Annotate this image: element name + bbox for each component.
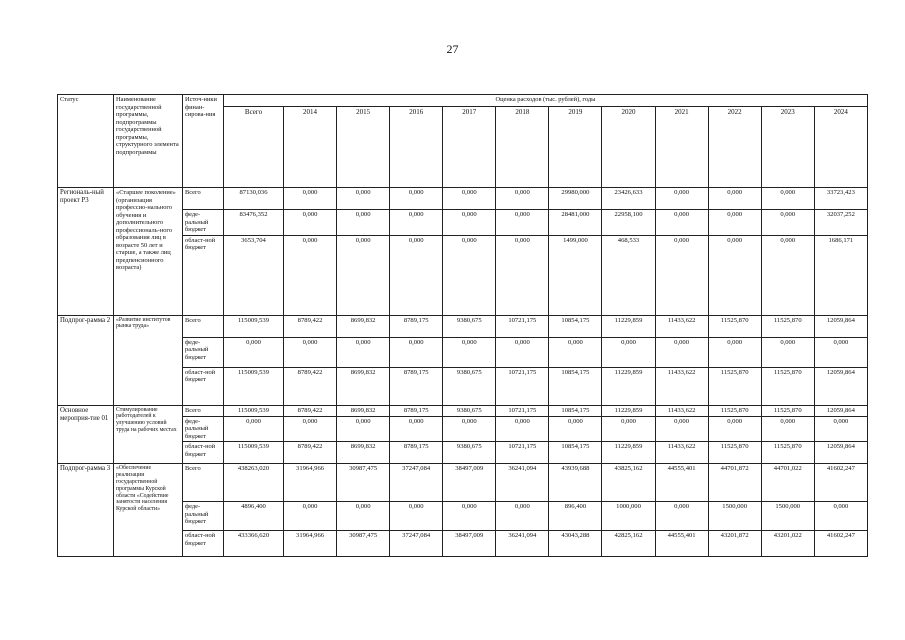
value-cell: 0,000 [549,416,602,442]
header-col-2019: 2019 [549,107,602,188]
value-cell: 44555,401 [655,531,708,557]
value-cell: 37247,084 [390,464,443,502]
value-cell: 0,000 [284,235,337,315]
value-cell: 87130,036 [224,188,284,210]
value-cell: 0,000 [337,235,390,315]
source-federal-label: феде-ральный бюджет [183,210,224,236]
value-cell: 41602,247 [814,464,867,502]
value-cell: 11229,859 [602,367,655,405]
value-cell: 10721,175 [496,405,549,416]
value-cell: 0,000 [761,235,814,315]
value-cell: 29980,000 [549,188,602,210]
header-col-2018: 2018 [496,107,549,188]
value-cell: 10721,175 [496,367,549,405]
value-cell: 0,000 [390,188,443,210]
table-row [58,405,868,416]
value-cell: 0,000 [284,337,337,367]
source-total-label: Всего [183,188,224,210]
value-cell: 0,000 [496,502,549,531]
value-cell: 38497,009 [443,531,496,557]
value-cell: 11525,870 [708,367,761,405]
value-cell: 0,000 [761,188,814,210]
value-cell: 0,000 [708,416,761,442]
value-cell: 30987,475 [337,464,390,502]
value-cell: 12059,864 [814,405,867,416]
main-activity-01-name: Стимулирование работодателей к улучшению условий труда на рабочих местах [114,405,183,464]
value-cell: 12059,864 [814,315,867,337]
value-cell: 0,000 [390,416,443,442]
source-regional-label: област-ной бюджет [183,531,224,557]
value-cell: 31964,966 [284,531,337,557]
value-cell: 11525,870 [761,442,814,464]
value-cell: 0,000 [284,502,337,531]
source-federal-label: феде-ральный бюджет [183,502,224,531]
value-cell: 43043,288 [549,531,602,557]
value-cell: 11525,870 [708,442,761,464]
value-cell: 0,000 [337,188,390,210]
value-cell: 23426,633 [602,188,655,210]
value-cell: 115009,539 [224,367,284,405]
value-cell: 11229,859 [602,315,655,337]
value-cell: 0,000 [390,210,443,236]
header-col-2021: 2021 [655,107,708,188]
table-row [58,464,868,502]
value-cell: 11433,622 [655,315,708,337]
main-activity-01-status: Основное мероприя-тие 01 [58,405,114,464]
value-cell: 438263,020 [224,464,284,502]
budget-table [57,94,868,557]
value-cell: 0,000 [708,188,761,210]
value-cell: 0,000 [224,337,284,367]
value-cell: 0,000 [337,337,390,367]
source-federal-label: феде-ральный бюджет [183,337,224,367]
header-col-2015: 2015 [337,107,390,188]
value-cell: 468,533 [602,235,655,315]
value-cell: 0,000 [443,502,496,531]
value-cell: 0,000 [337,210,390,236]
value-cell: 3653,704 [224,235,284,315]
value-cell: 1499,000 [549,235,602,315]
value-cell: 115009,539 [224,405,284,416]
value-cell: 896,400 [549,502,602,531]
value-cell: 10854,175 [549,405,602,416]
header-name: Наименование государственной программы, подпрограммы государственной программы, структурного элемента подпрограммы [114,95,183,188]
value-cell: 22958,100 [602,210,655,236]
value-cell: 10854,175 [549,442,602,464]
value-cell: 1500,000 [761,502,814,531]
value-cell: 0,000 [655,416,708,442]
table-row [58,315,868,337]
header-col-2014: 2014 [284,107,337,188]
value-cell: 0,000 [390,337,443,367]
value-cell: 9380,675 [443,315,496,337]
value-cell: 44701,022 [761,464,814,502]
header-col-total: Всего [224,107,284,188]
value-cell: 11433,622 [655,442,708,464]
value-cell: 36241,094 [496,531,549,557]
value-cell: 83476,352 [224,210,284,236]
subprogram-3-status: Подпрог-рамма 3 [58,464,114,557]
value-cell: 0,000 [708,210,761,236]
value-cell: 0,000 [708,337,761,367]
header-status: Статус [58,95,114,188]
header-col-2017: 2017 [443,107,496,188]
value-cell: 433366,620 [224,531,284,557]
header-col-2016: 2016 [390,107,443,188]
source-regional-label: област-ной бюджет [183,235,224,315]
value-cell: 115009,539 [224,442,284,464]
subprogram-2-status: Подпрог-рамма 2 [58,315,114,405]
value-cell: 41602,247 [814,531,867,557]
value-cell: 11229,859 [602,405,655,416]
value-cell: 32037,252 [814,210,867,236]
value-cell: 0,000 [443,210,496,236]
value-cell: 0,000 [337,416,390,442]
header-source: Источ-ники финан-сирова-ния [183,95,224,188]
value-cell: 0,000 [655,502,708,531]
value-cell: 0,000 [496,337,549,367]
subprogram-2-name: «Развитие институтов рынка труда» [114,315,183,405]
value-cell: 28481,000 [549,210,602,236]
value-cell: 0,000 [761,210,814,236]
page-number: 27 [446,42,459,56]
value-cell: 0,000 [761,416,814,442]
source-total-label: Всего [183,405,224,416]
value-cell: 0,000 [814,502,867,531]
table-body [58,188,868,557]
value-cell: 12059,864 [814,442,867,464]
value-cell: 8699,832 [337,367,390,405]
value-cell: 43201,022 [761,531,814,557]
value-cell: 8789,175 [390,315,443,337]
value-cell: 1500,000 [708,502,761,531]
value-cell: 9380,675 [443,367,496,405]
header-col-2024: 2024 [814,107,867,188]
value-cell: 0,000 [708,235,761,315]
value-cell: 0,000 [814,337,867,367]
value-cell: 8789,422 [284,405,337,416]
value-cell: 115009,539 [224,315,284,337]
value-cell: 0,000 [549,337,602,367]
header-col-2020: 2020 [602,107,655,188]
value-cell: 9380,675 [443,405,496,416]
value-cell: 30987,475 [337,531,390,557]
value-cell: 0,000 [443,235,496,315]
value-cell: 0,000 [443,337,496,367]
value-cell: 44701,872 [708,464,761,502]
value-cell: 8789,175 [390,405,443,416]
source-total-label: Всего [183,315,224,337]
value-cell: 0,000 [443,416,496,442]
value-cell: 0,000 [284,188,337,210]
value-cell: 33723,423 [814,188,867,210]
value-cell: 8789,175 [390,442,443,464]
value-cell: 36241,094 [496,464,549,502]
value-cell: 0,000 [284,210,337,236]
value-cell: 0,000 [496,210,549,236]
table-row [58,188,868,210]
value-cell: 10854,175 [549,367,602,405]
value-cell: 8699,832 [337,442,390,464]
value-cell: 11525,870 [761,405,814,416]
value-cell: 37247,084 [390,531,443,557]
value-cell: 0,000 [655,188,708,210]
value-cell: 38497,009 [443,464,496,502]
value-cell: 10721,175 [496,315,549,337]
header-col-2023: 2023 [761,107,814,188]
header-col-2022: 2022 [708,107,761,188]
value-cell: 1686,171 [814,235,867,315]
value-cell: 10721,175 [496,442,549,464]
value-cell: 0,000 [496,235,549,315]
value-cell: 0,000 [602,416,655,442]
value-cell: 43939,688 [549,464,602,502]
value-cell: 43201,872 [708,531,761,557]
value-cell: 0,000 [390,502,443,531]
value-cell: 11433,622 [655,367,708,405]
value-cell: 0,000 [602,337,655,367]
source-total-label: Всего [183,464,224,502]
value-cell: 0,000 [337,502,390,531]
value-cell: 11433,622 [655,405,708,416]
value-cell: 0,000 [390,235,443,315]
table-header-row [58,95,868,107]
value-cell: 8789,175 [390,367,443,405]
value-cell: 0,000 [655,337,708,367]
value-cell: 8789,422 [284,442,337,464]
value-cell: 44555,401 [655,464,708,502]
value-cell: 9380,675 [443,442,496,464]
value-cell: 0,000 [761,337,814,367]
value-cell: 8789,422 [284,315,337,337]
value-cell: 12059,864 [814,367,867,405]
value-cell: 42825,162 [602,531,655,557]
value-cell: 11525,870 [761,315,814,337]
value-cell: 11525,870 [708,405,761,416]
value-cell: 0,000 [655,235,708,315]
value-cell: 8789,422 [284,367,337,405]
source-federal-label: феде-ральный бюджет [183,416,224,442]
value-cell: 0,000 [284,416,337,442]
value-cell: 31964,966 [284,464,337,502]
value-cell: 0,000 [655,210,708,236]
value-cell: 8699,832 [337,315,390,337]
source-regional-label: област-ной бюджет [183,442,224,464]
regional-project-p3-status: Региональ-ный проект Р3 [58,188,114,316]
regional-project-p3-name: «Старшее поколение» (организация профессио-нального обучения и дополнительного профессиональ-ного образования лиц в возрасте 50 лет и старше, а также лиц предпенсионного возраста) [114,188,183,316]
value-cell: 11525,870 [761,367,814,405]
value-cell: 0,000 [496,416,549,442]
value-cell: 11229,859 [602,442,655,464]
header-estimate: Оценка расходов (тыс. рублей), годы [224,95,868,107]
value-cell: 10854,175 [549,315,602,337]
value-cell: 1000,000 [602,502,655,531]
value-cell: 8699,832 [337,405,390,416]
value-cell: 11525,870 [708,315,761,337]
value-cell: 0,000 [496,188,549,210]
source-regional-label: област-ной бюджет [183,367,224,405]
value-cell: 0,000 [443,188,496,210]
value-cell: 0,000 [224,416,284,442]
value-cell: 4896,400 [224,502,284,531]
value-cell: 0,000 [814,416,867,442]
value-cell: 43825,162 [602,464,655,502]
subprogram-3-name: «Обеспечение реализации государственной программы Курской области «Содействие занятости населения Курской области» [114,464,183,557]
